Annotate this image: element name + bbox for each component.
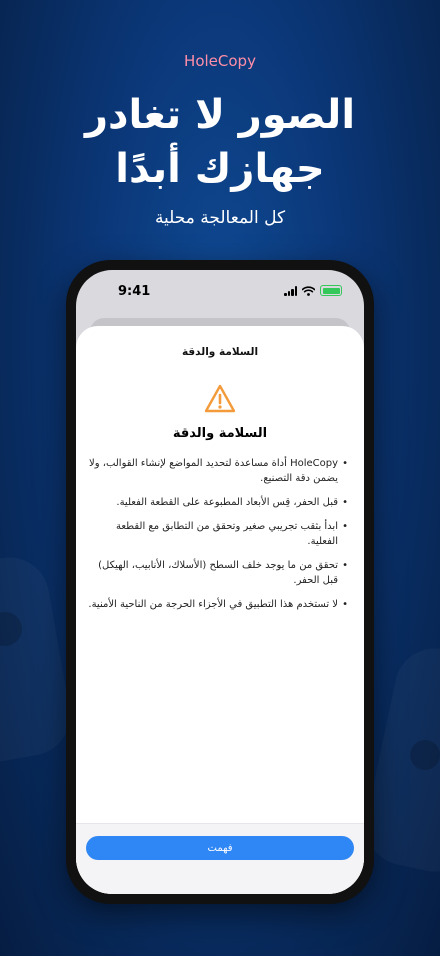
warning-triangle-icon <box>204 384 236 414</box>
list-item: • لا تستخدم هذا التطبيق في الأجزاء الحرجة من الناحية الأمنية. <box>86 597 348 612</box>
background-hole-right <box>410 740 440 770</box>
safety-sheet <box>76 326 364 894</box>
status-icons <box>284 285 342 296</box>
brand-name: HoleCopy <box>184 52 256 70</box>
sheet-title: السلامة والدقة <box>181 346 259 358</box>
status-time: 9:41 <box>118 284 151 299</box>
understood-button[interactable]: فهمت <box>86 836 354 860</box>
headline-line-2: جهازك أبدًا <box>115 146 325 192</box>
wifi-icon <box>302 286 315 296</box>
list-item: • HoleCopy أداة مساعدة لتحديد المواضع لإنشاء القوالب، ولا يضمن دقة التصنيع. <box>86 456 348 486</box>
phone-screen <box>76 270 364 894</box>
phone-frame <box>66 260 374 904</box>
safety-bullet-list <box>86 456 348 621</box>
headline <box>0 88 440 196</box>
list-item: • قبل الحفر، قِس الأبعاد المطبوعة على القطعة الفعلية. <box>86 495 348 510</box>
list-item: • تحقق من ما يوجد خلف السطح (الأسلاك، الأنابيب، الهيكل) قبل الحفر. <box>86 558 348 588</box>
battery-charging-icon <box>320 285 342 296</box>
signal-icon <box>284 286 297 296</box>
headline-line-1: الصور لا تغادر <box>84 92 356 138</box>
subheadline: كل المعالجة محلية <box>154 208 286 228</box>
list-item: • ابدأ بثقب تجريبي صغير وتحقق من التطابق مع القطعة الفعلية. <box>86 519 348 549</box>
background-plate-left <box>0 551 76 769</box>
status-bar <box>76 270 364 314</box>
content-title: السلامة والدقة <box>172 426 268 441</box>
sheet-footer <box>76 823 364 894</box>
